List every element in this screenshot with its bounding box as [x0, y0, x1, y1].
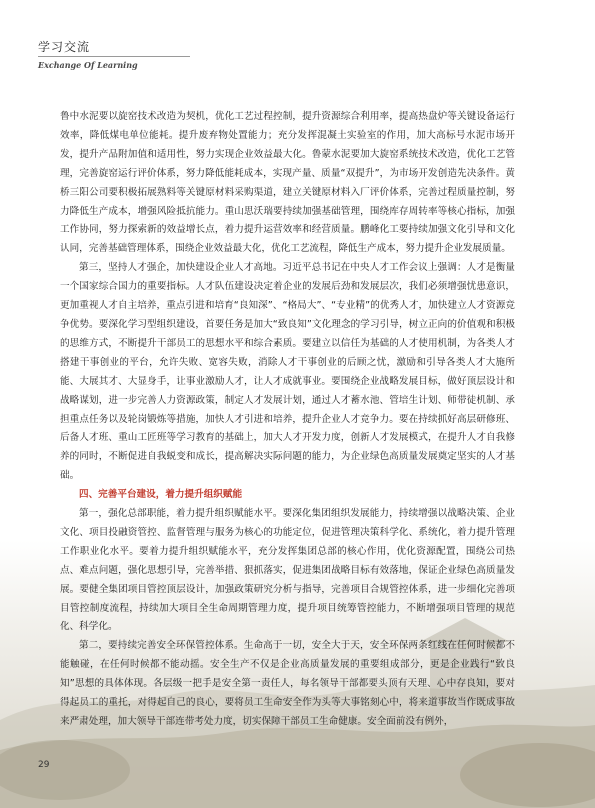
paragraph: 第三，坚持人才强企，加快建设企业人才高地。习近平总书记在中央人才工作会议上强调：人才是衡量一个国家综合国力的重要指标。人才队伍建设决定着企业的发展后劲和发展层次，我们必须增强忧患意识，更加重视人才自主培养，重点引进和培育“良知深”、“格局大”、“专业精”的优秀人才，加快建立人才资源竞争优势。要深化学习型组织建设，首要任务是加大“致良知”文化理念的学习引导，树立正向的价值观和积极的思维方式，不断提升干部员工的思想水平和综合素质。要建立以信任为基础的人才使用机制，为各类人才搭建干事创业的平台，允许失败、宽容失败，消除人才干事创业的后顾之忧，激励和引导各类人才大施所能、大展其才、大显身手，让事业激励人才，让人才成就事业。要围绕企业战略发展目标，做好顶层设计和战略谋划，进一步完善人力资源政策，制定人才发展计划，通过人才蓄水池、管培生计划、师带徒机制、承担重点任务以及轮岗锻炼等措施，加快人才引进和培养，提升企业人才竞争力。要在持续抓好高层研修班、后备人才班、重山工匠班等学习教育的基础上，加大人才开发力度，创新人才发展模式，在提升人才自我修养的同时，不断促进自我蜕变和成长，提高解决实际问题的能力，为企业绿色高质量发展奠定坚实的人才基础。 — [60, 262, 515, 482]
paragraph: 第二，要持续完善安全环保管控体系。生命高于一切，安全大于天，安全环保两条红线在任何时候都不能触碰，在任何时候都不能动摇。安全生产不仅是企业高质量发展的重要组成部分，更是企业践行“致良知”思想的具体体现。各层级一把手是安全第一责任人，每名领导干部都要头顶有天理、心中存良知，要对得起员工的重托，对得起自己的良心，要将员工生命安全作为头等大事铭刻心中，将来道事故当作既成事故来严肃处理，加大领导干部连带考处力度，切实保障干部员工生命健康。安全面前没有例外， — [60, 640, 515, 727]
page-number: 29 — [38, 760, 50, 770]
section-subtitle: Exchange Of Learning — [38, 60, 138, 70]
page-header — [38, 38, 138, 70]
section-heading: 四、完善平台建设，着力提升组织赋能 — [79, 489, 243, 501]
section-title: 学习交流 — [38, 40, 91, 54]
paragraph: 第一，强化总部职能，着力提升组织赋能水平。要深化集团组织发展能力，持续增强以战略决策、企业文化、项目投融资管控、监督管理与服务为核心的功能定位，促进管理决策科学化、系统化，着力提升管理工作职业化水平。要着力提升组织赋能水平，充分发挥集团总部的核心作用，优化资源配置，围绕公司热点、难点问题，强化思想引导，完善举措、狠抓落实，促进集团战略目标有效落地，保证企业绿色高质量发展。要健全集团项目管控顶层设计，加强政策研究分析与指导，完善项目合规管控体系，进一步细化完善项目管控制度流程，持续加大项目全生命周期管理力度，提升项目统筹管控能力，不断增强项目管理的规范化、科学化。 — [60, 508, 515, 633]
article-body — [60, 108, 515, 732]
header-divider — [38, 56, 190, 57]
paragraph: 鲁中水泥要以旋窑技术改造为契机，优化工艺过程控制，提升资源综合利用率，提高热盘炉等关键设备运行效率，降低煤电单位能耗。提升废弃物处置能力；充分发挥混凝土实验室的作用，加大高标号水泥市场开发，提升产品附加值和适用性，努力实现企业效益最大化。鲁蒙水泥要加大旋窑系统技术改造，优化工艺管理，完善旋窑运行评价体系，努力降低能耗成本，实现产量、质量“双提升”，为市场开发创造先决条件。黄桥三阳公司要积极拓展熟料等关键原材料采购渠道，建立关键原材料入厂评价体系，完善过程质量控制，努力降低生产成本，增强风险抵抗能力。重山思沃瑞要持续加强基础管理，围绕库存周转率等核心指标，加强工作协同，努力探索新的效益增长点，着力提升运营效率和经营质量。鹏峰化工要持续加强文化引导和文化认同，完善基础管理体系，围绕企业效益最大化，优化工艺流程，降低生产成本，努力提升企业发展质量。 — [60, 111, 515, 255]
